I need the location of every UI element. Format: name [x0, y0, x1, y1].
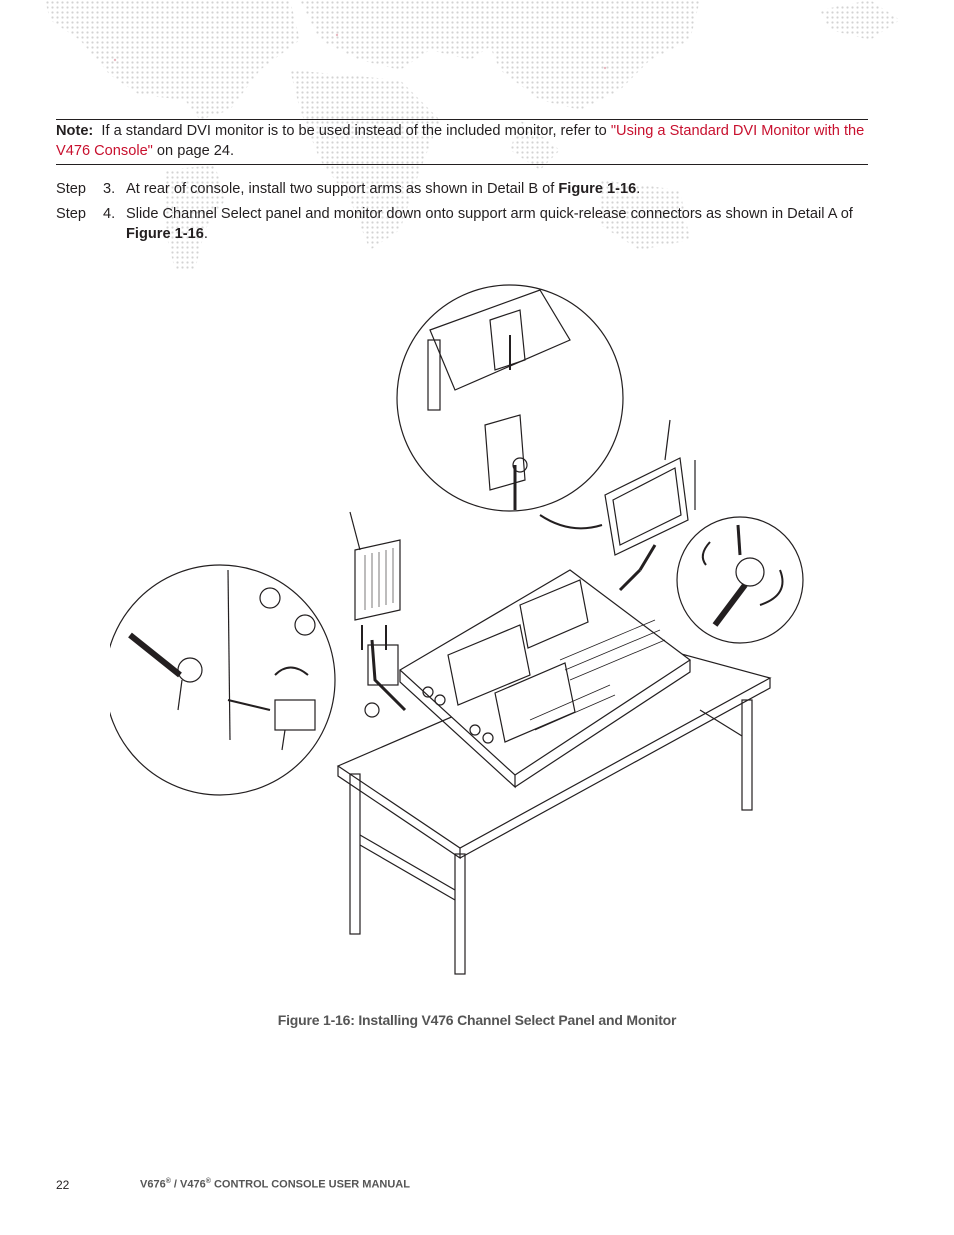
- figure-reference: Figure 1-16: [126, 226, 204, 242]
- note-block: [56, 121, 871, 161]
- detail-a-circle: [397, 285, 623, 528]
- note-text-after: on page 24.: [152, 143, 235, 159]
- note-bottom-rule: [56, 164, 868, 165]
- note-top-rule: [56, 119, 868, 120]
- manual-title: V676® / V476® CONTROL CONSOLE USER MANUAL: [140, 1178, 410, 1191]
- step-label: Step: [56, 181, 87, 197]
- step-text: Slide Channel Select panel and monitor down onto support arm quick-release connectors as shown in Detail A of Figure 1-16.: [126, 206, 853, 242]
- page-number: 22: [56, 1178, 70, 1192]
- note-label: Note:: [56, 123, 94, 139]
- channel-select-panel-drawing: [350, 512, 400, 685]
- figure-caption: Figure 1-16: Installing V476 Channel Select Panel and Monitor: [277, 1012, 677, 1028]
- step-number: 3.: [103, 181, 116, 197]
- detail-c-circle: [110, 565, 335, 795]
- step-label: Step: [56, 206, 87, 222]
- step-text: At rear of console, install two support arms as shown in Detail B of Figure 1-16.: [126, 181, 641, 197]
- dvi-monitor-section-link[interactable]: "Using a Standard DVI Monitor with the V476 Console": [56, 123, 865, 159]
- step-4: [56, 204, 871, 244]
- detail-b-circle: [677, 517, 803, 643]
- monitor-drawing: [605, 420, 695, 555]
- figure-reference: Figure 1-16: [558, 181, 637, 197]
- installation-illustration: [110, 280, 810, 980]
- step-3: [56, 179, 871, 199]
- note-text-before: If a standard DVI monitor is to be used instead of the included monitor, refer to: [101, 123, 611, 139]
- step-number: 4.: [103, 206, 116, 222]
